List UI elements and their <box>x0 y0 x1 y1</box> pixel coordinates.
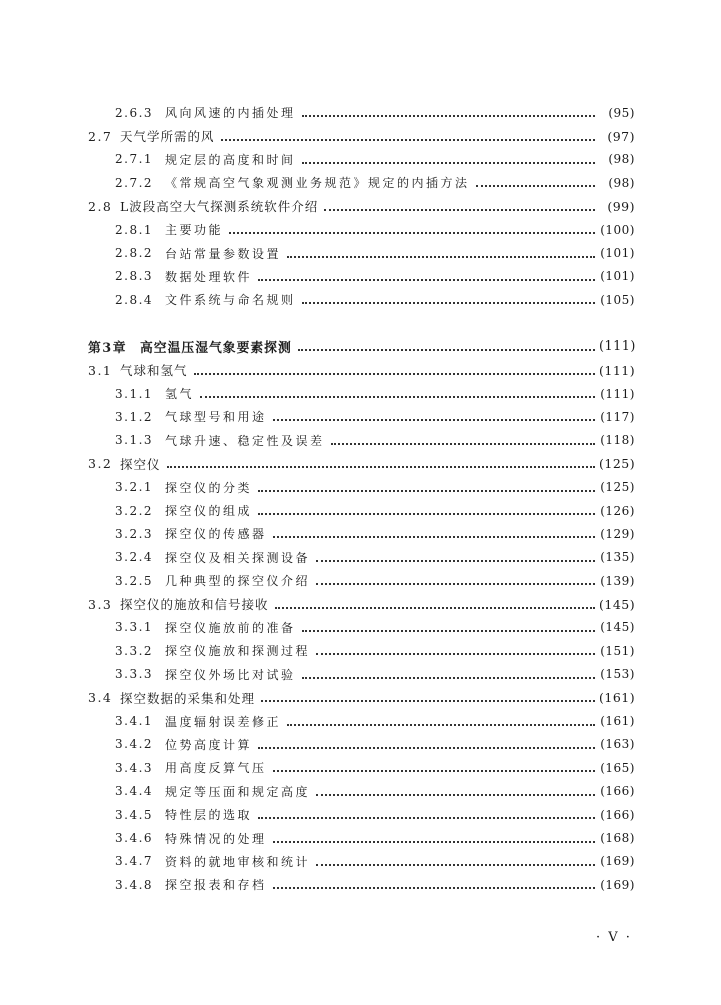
toc-leader-dots <box>229 231 595 234</box>
toc-subsection-entry <box>0 522 721 545</box>
toc-section-entry <box>0 124 721 147</box>
toc-entry-title: 气球和氢气 <box>120 363 188 379</box>
toc-leader-dots <box>167 465 595 468</box>
toc-subsection-entry <box>0 639 721 662</box>
toc-subsection-entry <box>0 148 721 171</box>
toc-leader-dots <box>273 535 595 538</box>
toc-entry-title: 探空仪的施放和信号接收 <box>120 597 269 613</box>
toc-entry-number: 3.4.4 <box>115 784 154 799</box>
toc-entry-number: 3.4.7 <box>115 854 154 869</box>
toc-chapter-entry <box>0 335 721 358</box>
toc-entry-page: (111) <box>600 386 635 401</box>
toc-leader-dots <box>273 840 595 843</box>
toc-entry-title: 特性层的选取 <box>165 808 253 823</box>
toc-leader-dots <box>273 769 595 772</box>
toc-subsection-entry <box>0 756 721 779</box>
toc-entry-title: 台站常量参数设置 <box>165 246 282 261</box>
toc-entry-title: 探空仪的传感器 <box>165 527 267 542</box>
toc-entry-page: (125) <box>600 480 635 495</box>
toc-entry-title: 资料的就地审核和统计 <box>165 854 311 869</box>
table-of-contents <box>0 101 721 896</box>
toc-entry-title: 主要功能 <box>165 223 224 238</box>
toc-leader-dots <box>258 816 595 819</box>
toc-entry-page: (100) <box>600 222 635 237</box>
toc-entry-title: 规定层的高度和时间 <box>165 152 296 167</box>
toc-subsection-entry <box>0 780 721 803</box>
toc-subsection-entry <box>0 873 721 896</box>
toc-section-entry <box>0 359 721 382</box>
toc-subsection-entry <box>0 288 721 311</box>
toc-entry-page: (97) <box>607 128 635 144</box>
toc-entry-number: 3.2.3 <box>115 526 154 541</box>
toc-leader-dots <box>302 676 595 679</box>
toc-entry-title: 数据处理软件 <box>165 269 253 284</box>
toc-subsection-entry <box>0 546 721 569</box>
toc-entry-title: 文件系统与命名规则 <box>165 293 296 308</box>
toc-entry-page: (117) <box>600 409 635 424</box>
toc-entry-title: 探空仪施放前的准备 <box>165 620 296 635</box>
toc-leader-dots <box>316 652 595 655</box>
toc-entry-title: 《常规高空气象观测业务规范》规定的内插方法 <box>165 176 470 191</box>
toc-leader-dots <box>331 442 595 445</box>
toc-entry-title: 天气学所需的风 <box>120 129 215 145</box>
toc-entry-title: 温度辐射误差修正 <box>165 714 282 729</box>
toc-entry-page: (98) <box>608 152 635 167</box>
toc-entry-page: (145) <box>599 596 636 612</box>
toc-entry-number: 3.3.2 <box>115 643 154 658</box>
toc-entry-number: 2.8.2 <box>115 246 154 261</box>
toc-spacer <box>0 312 721 336</box>
toc-leader-dots <box>275 606 595 609</box>
toc-entry-title: 风向风速的内插处理 <box>165 106 296 121</box>
toc-entry-number: 2.8 <box>88 198 113 214</box>
toc-entry-page: (161) <box>600 714 635 729</box>
toc-subsection-entry <box>0 475 721 498</box>
toc-entry-page: (166) <box>600 784 635 799</box>
toc-entry-page: (153) <box>600 667 635 682</box>
toc-entry-title: 气球型号和用途 <box>165 410 267 425</box>
toc-entry-number: 2.8.3 <box>115 269 154 284</box>
toc-entry-title: 特殊情况的处理 <box>165 831 267 846</box>
toc-subsection-entry <box>0 569 721 592</box>
toc-leader-dots <box>316 582 595 585</box>
toc-entry-page: (151) <box>600 643 635 658</box>
toc-subsection-entry <box>0 171 721 194</box>
toc-entry-title: 探空数据的采集和处理 <box>120 690 256 706</box>
toc-subsection-entry <box>0 241 721 264</box>
toc-entry-number: 3.4.3 <box>115 760 154 775</box>
toc-entry-title: 位势高度计算 <box>165 737 253 752</box>
toc-subsection-entry <box>0 218 721 241</box>
toc-leader-dots <box>324 208 595 211</box>
toc-entry-page: (98) <box>608 175 635 190</box>
toc-leader-dots <box>273 418 595 421</box>
toc-entry-number: 3.4 <box>88 690 113 706</box>
toc-subsection-entry <box>0 803 721 826</box>
toc-entry-number: 3.3 <box>88 596 113 612</box>
toc-subsection-entry <box>0 101 721 124</box>
toc-subsection-entry <box>0 663 721 686</box>
toc-entry-page: (163) <box>600 737 635 752</box>
toc-leader-dots <box>302 301 595 304</box>
toc-subsection-entry <box>0 265 721 288</box>
toc-leader-dots <box>302 629 595 632</box>
toc-entry-title: 探空报表和存档 <box>165 878 267 893</box>
toc-entry-number: 2.8.4 <box>115 292 154 307</box>
toc-section-entry <box>0 592 721 615</box>
toc-entry-page: (105) <box>600 292 635 307</box>
toc-leader-dots <box>273 886 595 889</box>
toc-entry-number: 3.1.3 <box>115 433 154 448</box>
toc-leader-dots <box>258 278 595 281</box>
toc-entry-page: (111) <box>599 339 636 355</box>
toc-entry-page: (161) <box>599 690 636 706</box>
toc-leader-dots <box>287 723 595 726</box>
toc-section-entry <box>0 195 721 218</box>
toc-leader-dots <box>258 512 595 515</box>
toc-entry-number: 2.8.1 <box>115 222 154 237</box>
toc-subsection-entry <box>0 616 721 639</box>
toc-entry-number: 3.4.5 <box>115 807 154 822</box>
toc-entry-number: 3.2 <box>88 456 113 472</box>
toc-entry-page: (168) <box>600 831 635 845</box>
toc-leader-dots <box>200 395 595 398</box>
toc-entry-page: (95) <box>608 105 635 120</box>
toc-leader-dots <box>287 255 595 258</box>
toc-entry-number: 2.7.1 <box>115 152 154 167</box>
toc-entry-page: (139) <box>600 573 635 588</box>
toc-entry-title: 探空仪的组成 <box>165 504 253 519</box>
toc-entry-number: 3.4.2 <box>115 737 154 752</box>
toc-entry-number: 3.4.6 <box>115 831 154 845</box>
toc-leader-dots <box>221 138 595 141</box>
toc-leader-dots <box>302 114 595 117</box>
toc-entry-page: (165) <box>600 760 635 775</box>
toc-entry-page: (126) <box>600 503 635 518</box>
toc-entry-page: (129) <box>600 526 635 541</box>
toc-leader-dots <box>258 746 595 749</box>
toc-entry-number: 3.2.5 <box>115 573 154 588</box>
toc-entry-number: 3.2.1 <box>115 480 154 495</box>
toc-entry-title: 几种典型的探空仪介绍 <box>165 574 311 589</box>
toc-leader-dots <box>194 372 595 375</box>
toc-entry-number: 3.4.8 <box>115 877 154 892</box>
toc-entry-title: 高空温压湿气象要素探测 <box>140 341 292 357</box>
toc-leader-dots <box>261 699 595 702</box>
page-folio: · V · <box>596 930 632 945</box>
toc-entry-title: 探空仪的分类 <box>165 480 253 495</box>
toc-entry-number: 2.7 <box>88 128 113 144</box>
toc-entry-number: 第3章 <box>88 341 127 357</box>
toc-entry-number: 3.1.1 <box>115 386 154 401</box>
toc-section-entry <box>0 686 721 709</box>
toc-entry-page: (169) <box>600 854 635 869</box>
toc-entry-number: 3.3.1 <box>115 620 154 635</box>
toc-leader-dots <box>316 863 595 866</box>
toc-subsection-entry <box>0 429 721 452</box>
toc-entry-number: 3.2.4 <box>115 550 154 565</box>
toc-section-entry <box>0 452 721 475</box>
toc-entry-title: 探空仪施放和探测过程 <box>165 644 311 659</box>
toc-leader-dots <box>302 161 595 164</box>
toc-subsection-entry <box>0 405 721 428</box>
toc-subsection-entry <box>0 382 721 405</box>
toc-leader-dots <box>298 348 595 351</box>
toc-subsection-entry <box>0 733 721 756</box>
toc-entry-page: (125) <box>599 456 636 472</box>
toc-entry-number: 2.7.2 <box>115 175 154 190</box>
toc-leader-dots <box>476 184 595 187</box>
toc-subsection-entry <box>0 826 721 849</box>
toc-entry-number: 2.6.3 <box>115 105 154 120</box>
toc-entry-page: (101) <box>600 269 635 284</box>
toc-leader-dots <box>316 793 595 796</box>
toc-entry-page: (118) <box>600 433 635 448</box>
toc-subsection-entry <box>0 709 721 732</box>
toc-entry-page: (99) <box>607 198 635 214</box>
toc-entry-page: (166) <box>600 807 635 822</box>
toc-entry-page: (169) <box>600 877 635 892</box>
toc-entry-page: (101) <box>600 246 635 261</box>
toc-subsection-entry <box>0 850 721 873</box>
toc-entry-number: 3.4.1 <box>115 714 154 729</box>
toc-entry-number: 3.3.3 <box>115 667 154 682</box>
toc-entry-title: 用高度反算气压 <box>165 761 267 776</box>
toc-entry-page: (145) <box>600 620 635 635</box>
toc-leader-dots <box>258 489 595 492</box>
toc-entry-page: (111) <box>599 362 636 378</box>
toc-subsection-entry <box>0 499 721 522</box>
toc-entry-title: 规定等压面和规定高度 <box>165 784 311 799</box>
toc-entry-number: 3.2.2 <box>115 503 154 518</box>
toc-entry-title: L波段高空大气探测系统软件介绍 <box>120 199 319 215</box>
toc-entry-number: 3.1 <box>88 362 113 378</box>
toc-entry-page: (135) <box>600 550 635 565</box>
toc-leader-dots <box>316 559 595 562</box>
toc-entry-title: 气球升速、稳定性及误差 <box>165 433 325 448</box>
toc-entry-title: 探空仪外场比对试验 <box>165 667 296 682</box>
toc-entry-title: 探空仪及相关探测设备 <box>165 550 311 565</box>
toc-entry-number: 3.1.2 <box>115 409 154 424</box>
toc-entry-title: 探空仪 <box>120 456 161 472</box>
toc-entry-title: 氢气 <box>165 387 195 402</box>
